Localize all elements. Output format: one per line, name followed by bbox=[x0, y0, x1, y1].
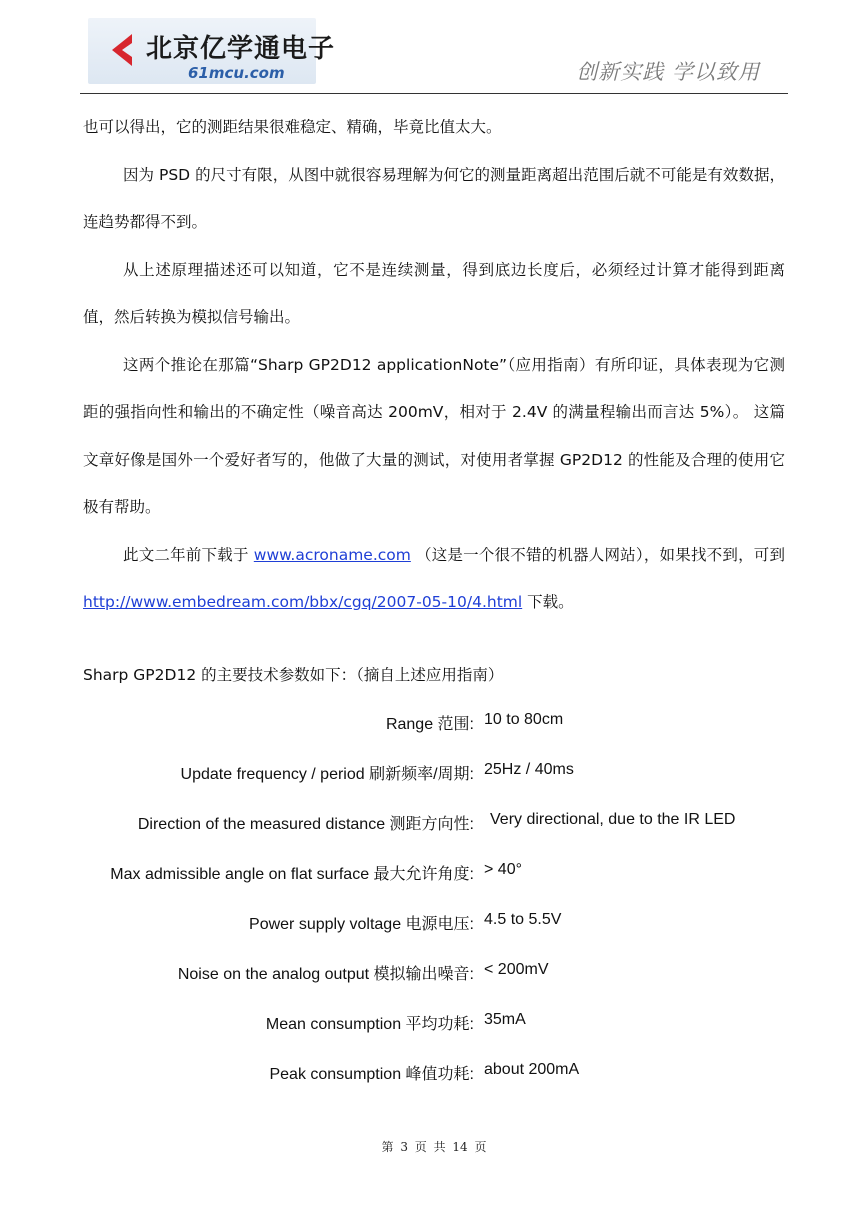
spec-row-direction bbox=[0, 811, 868, 837]
spec-label: Power supply voltage 电源电压: bbox=[249, 916, 474, 933]
spec-row-mean-consumption bbox=[0, 1011, 868, 1037]
company-logo bbox=[88, 18, 336, 84]
specs-title: Sharp GP2D12 的主要技术参数如下：（摘自上述应用指南） bbox=[83, 666, 504, 684]
header-slogan: 创新实践 学以致用 bbox=[576, 60, 760, 84]
spec-row-update-frequency bbox=[0, 761, 868, 787]
spec-value: about 200mA bbox=[484, 1061, 580, 1078]
page-number: 第 3 页 共 14 页 bbox=[381, 1140, 487, 1154]
paragraph-download bbox=[83, 532, 785, 627]
spec-row-noise bbox=[0, 961, 868, 987]
spec-label: Peak consumption 峰值功耗: bbox=[269, 1066, 474, 1083]
download-text-before: 此文二年前下载于 bbox=[123, 545, 254, 564]
spec-label: Max admissible angle on flat surface 最大允许角度: bbox=[110, 866, 474, 883]
logo-company-name: 北京亿学通电子 bbox=[146, 34, 336, 64]
spec-row-power-supply bbox=[0, 911, 868, 937]
paragraph-principle: 从上述原理描述还可以知道，它不是连续测量，得到底边长度后，必须经过计算才能得到距离值，然后转换为模拟信号输出。 bbox=[83, 260, 785, 326]
page-header bbox=[0, 0, 868, 100]
spec-value: > 40° bbox=[484, 861, 522, 878]
spec-label: Direction of the measured distance 测距方向性: bbox=[137, 816, 474, 833]
spec-row-max-angle bbox=[0, 861, 868, 887]
embedream-link[interactable]: http://www.embedream.com/bbx/cgq/2007-05-10/4.html bbox=[83, 593, 523, 611]
download-text-after: 下载。 bbox=[522, 593, 574, 611]
acroname-link[interactable]: www.acroname.com bbox=[253, 545, 411, 564]
spec-label: Noise on the analog output 模拟输出噪音: bbox=[177, 966, 474, 983]
paragraph-continuation: 也可以得出，它的测距结果很难稳定、精确，毕竟比值太大。 bbox=[83, 118, 502, 136]
spec-row-peak-consumption bbox=[0, 1061, 868, 1087]
paragraph-psd-size: 因为 PSD 的尺寸有限，从图中就很容易理解为何它的测量距离超出范围后就不可能是有效数据，连趋势都得不到。 bbox=[83, 165, 785, 231]
spec-value: < 200mV bbox=[484, 961, 549, 978]
paragraph-application-note: 这两个推论在那篇“Sharp GP2D12 applicationNote”（应用指南）有所印证，具体表现为它测距的强指向性和输出的不确定性（噪音高达 200mV，相对于 2.4V 的满量程输出而言达 5%）。 这篇文章好像是国外一个爱好者写的，他做了大量的测试，对使用者掌握 GP2D12 的性能及合理的使用它极有帮助。 bbox=[83, 355, 785, 516]
logo-website: 61mcu.com bbox=[188, 64, 285, 82]
header-divider bbox=[80, 93, 788, 94]
document-body bbox=[83, 104, 785, 627]
spec-label: Mean consumption 平均功耗: bbox=[265, 1016, 474, 1033]
spec-label: Update frequency / period 刷新频率/周期: bbox=[180, 766, 474, 783]
logo-arrow-icon bbox=[108, 30, 138, 70]
spec-row-range bbox=[0, 711, 868, 737]
spec-label: Range 范围: bbox=[385, 716, 474, 733]
spec-value: 35mA bbox=[484, 1011, 526, 1028]
download-text-middle: （这是一个很不错的机器人网站），如果找不到，可到 bbox=[410, 545, 785, 564]
spec-value: 4.5 to 5.5V bbox=[484, 911, 562, 928]
spec-value: 10 to 80cm bbox=[484, 711, 564, 728]
spec-value: 25Hz / 40ms bbox=[484, 761, 574, 778]
spec-value: Very directional, due to the IR LED bbox=[490, 811, 736, 828]
